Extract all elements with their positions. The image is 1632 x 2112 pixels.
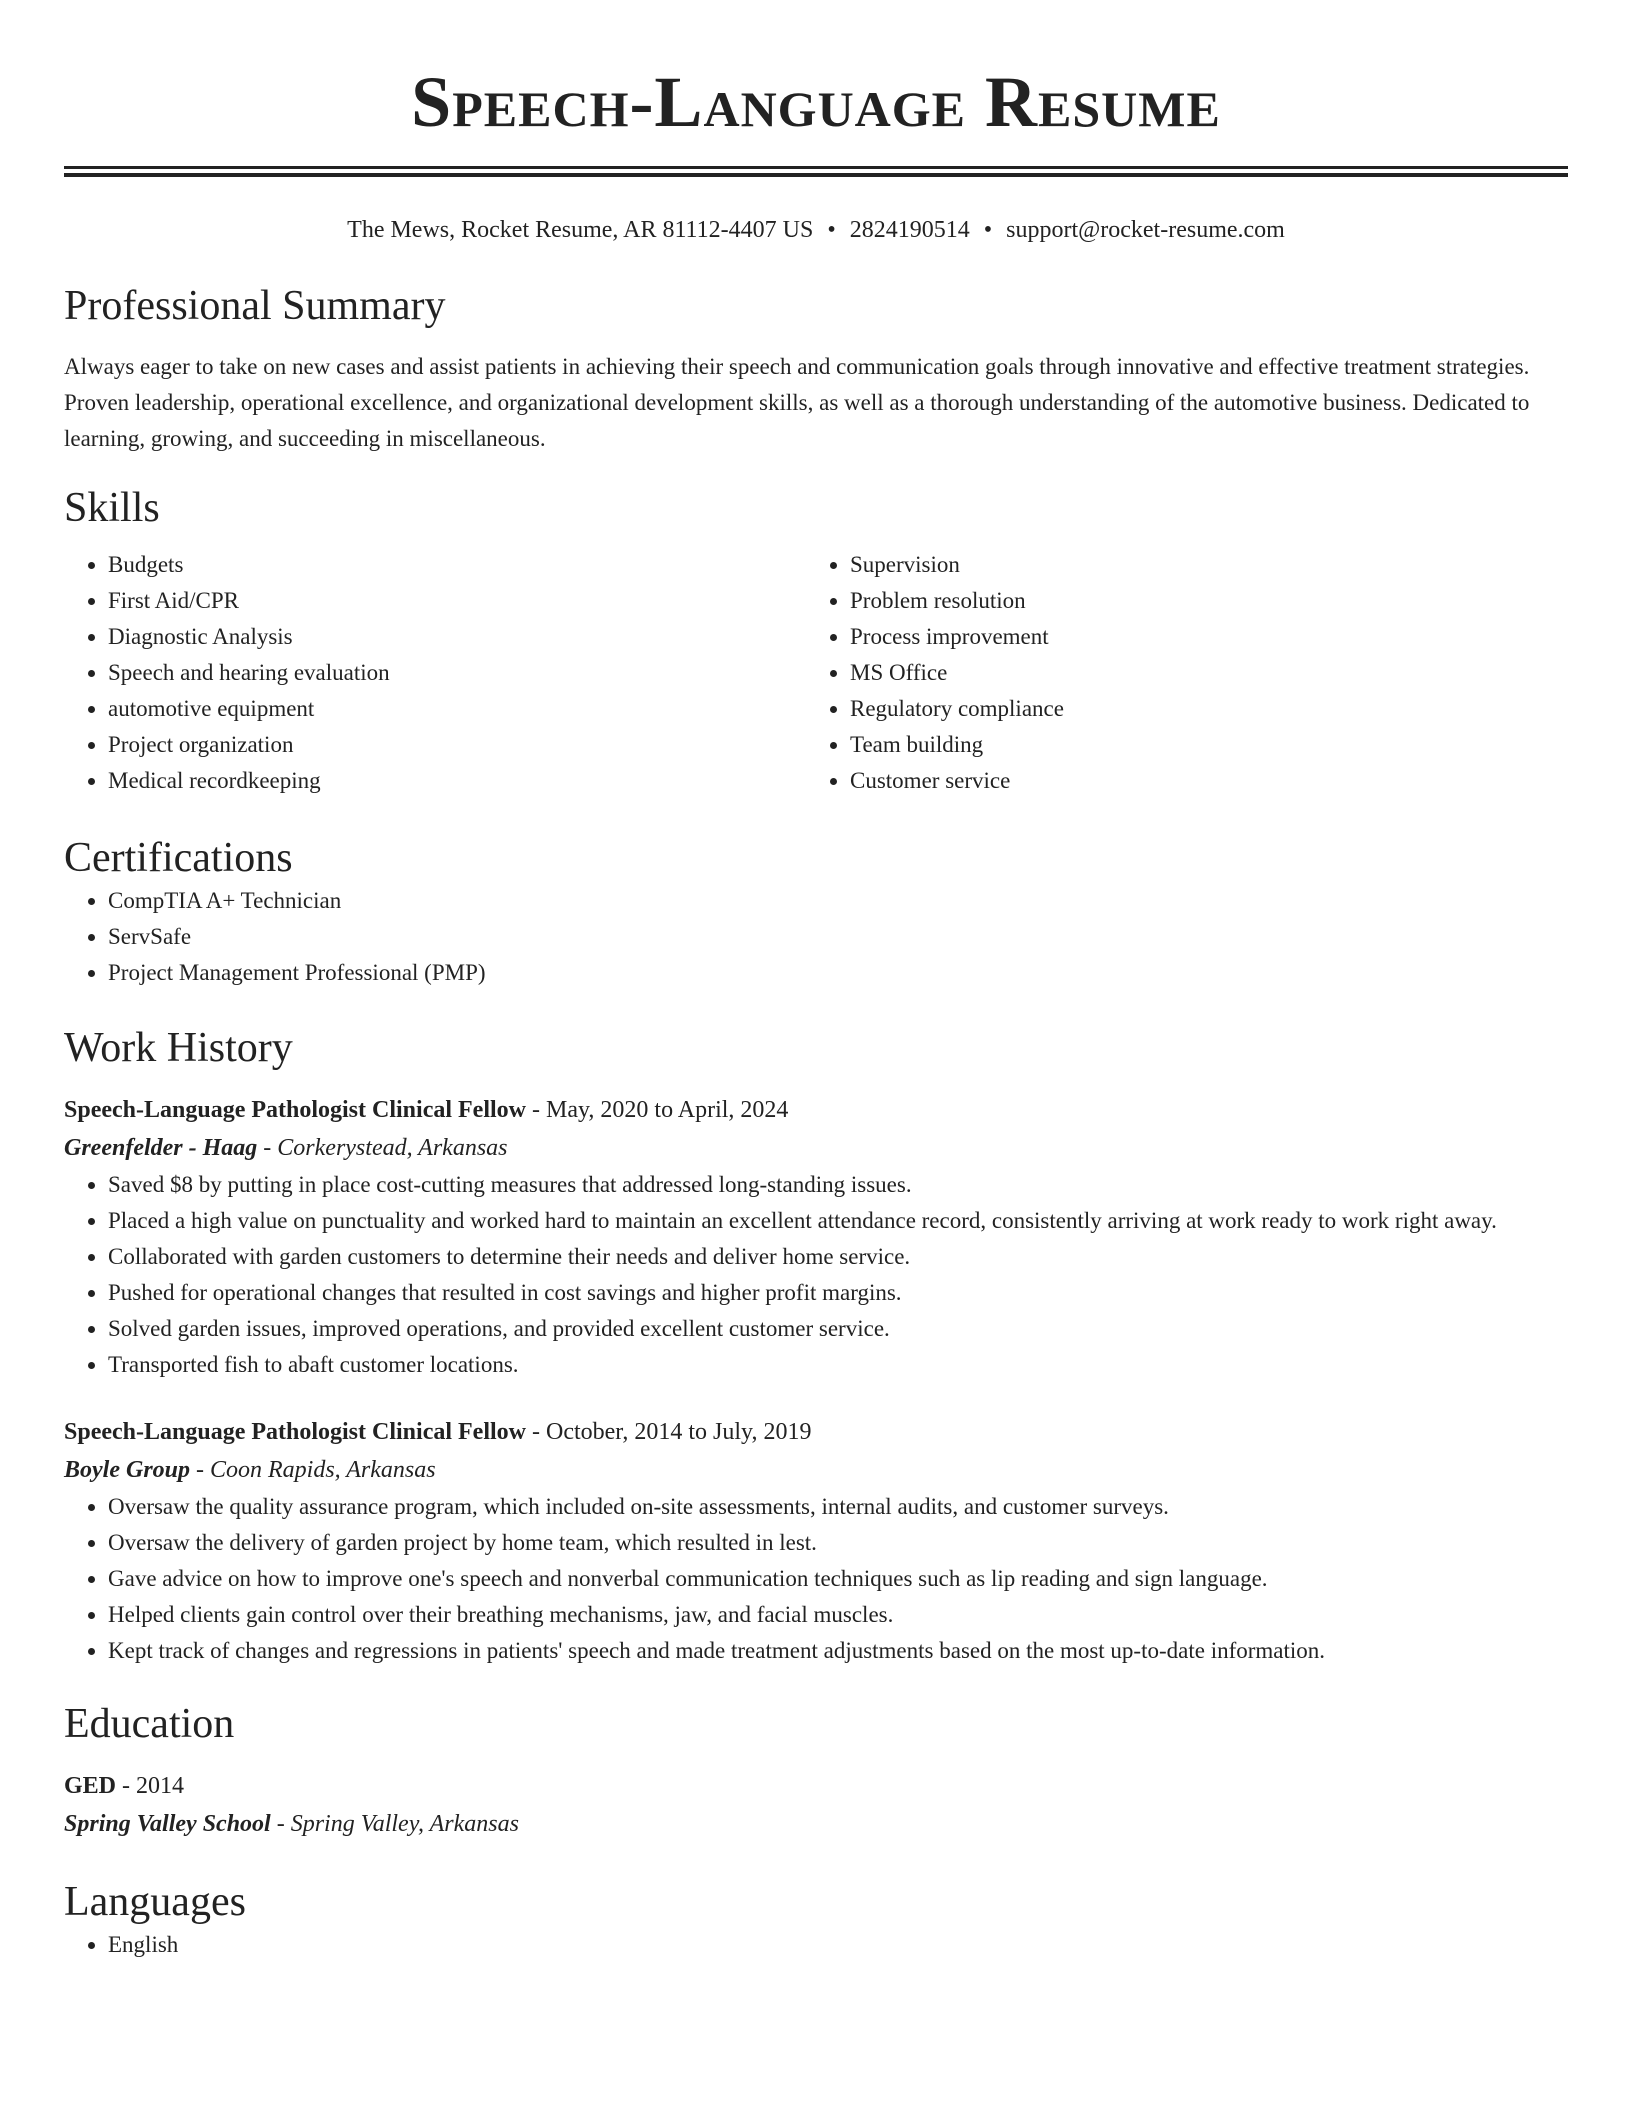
skill-item: • Project organization [108,727,806,763]
summary-text: Always eager to take on new cases and assist patients in achieving their speech and communication goals through innovative and effective treatment strategies. Proven leadership, operational excellence, and organizational development skills, as well as a thorough understanding of the automotive business. Dedicated to learning, growing, and succeeding in miscellaneous. [64,354,1530,451]
skills-column-left [64,547,806,799]
job-title: Speech-Language Pathologist Clinical Fellow [64,1097,526,1123]
job-bullet: • Solved garden issues, improved operations, and provided excellent customer service. [108,1311,1568,1347]
skill-item: • Supervision [850,547,1548,583]
job-title-line [64,1091,1568,1129]
company-line [64,1451,1568,1489]
job-bullet: • Placed a high value on punctuality and worked hard to maintain an excellent attendance record, consistently arriving at work ready to work right away. [108,1203,1568,1239]
job-bullets [64,1167,1568,1383]
school-name: Spring Valley School [64,1811,271,1837]
skill-item: • First Aid/CPR [108,583,806,619]
job-bullets [64,1489,1568,1669]
education-section [64,1699,1568,1843]
summary-section [64,281,1568,457]
summary-heading: Professional Summary [64,283,446,329]
job-bullet: • Kept track of changes and regressions in patients' speech and made treatment adjustments based on the most up-to-date information. [108,1633,1568,1669]
job-bullet: • Gave advice on how to improve one's speech and nonverbal communication techniques such as lip reading and sign language. [108,1561,1568,1597]
contact-separator: • [827,217,836,243]
company-name: Boyle Group [64,1457,190,1483]
skill-item: • MS Office [850,655,1548,691]
contact-address: The Mews, Rocket Resume, AR 81112-4407 US [347,217,814,243]
skill-item: • Process improvement [850,619,1548,655]
skills-heading: Skills [64,485,160,531]
resume-title: Speech-Language Resume [411,62,1221,142]
company-location: - Corkerystead, Arkansas [257,1135,508,1161]
skills-column-right [806,547,1548,799]
company-name: Greenfelder - Haag [64,1135,258,1161]
job-dates: - May, 2020 to April, 2024 [526,1097,789,1123]
skill-item: • Speech and hearing evaluation [108,655,806,691]
job-bullet: • Transported fish to abaft customer locations. [108,1347,1568,1383]
degree-line [64,1767,1568,1805]
job-bullet: • Helped clients gain control over their breathing mechanisms, jaw, and facial muscles. [108,1597,1568,1633]
degree: GED [64,1773,117,1799]
job-entry [64,1091,1568,1383]
skills-section [64,483,1568,799]
skill-item: • Team building [850,727,1548,763]
contact-separator: • [983,217,993,243]
skill-item: • automotive equipment [108,691,806,727]
school-location: - Spring Valley, Arkansas [270,1811,519,1837]
company-line [64,1129,1568,1167]
contact-phone: 2824190514 [849,217,970,243]
skills-grid [64,547,1568,799]
languages-list [64,1927,1568,1963]
job-bullet: • Saved $8 by putting in place cost-cutting measures that addressed long-standing issues. [108,1167,1568,1203]
skills-list-right [806,547,1548,799]
certifications-heading: Certifications [64,835,293,881]
title-divider [64,166,1568,177]
education-heading: Education [64,1701,235,1747]
education-entry [64,1767,1568,1843]
job-bullet: • Oversaw the quality assurance program, which included on-site assessments, internal audits, and customer surveys. [108,1489,1568,1525]
school-line [64,1805,1568,1843]
skill-item: • Budgets [108,547,806,583]
language-item: • English [108,1927,1568,1963]
work-history-section [64,1023,1568,1669]
certifications-section [64,833,1568,991]
contact-line [64,215,1568,245]
skill-item: • Regulatory compliance [850,691,1548,727]
certifications-list [64,883,1568,991]
skill-item: • Problem resolution [850,583,1548,619]
job-entry [64,1413,1568,1669]
job-bullet: • Pushed for operational changes that resulted in cost savings and higher profit margins. [108,1275,1568,1311]
languages-heading: Languages [64,1879,246,1925]
skill-item: • Medical recordkeeping [108,763,806,799]
job-title-line [64,1413,1568,1451]
certification-item: • CompTIA A+ Technician [108,883,1568,919]
certification-item: • Project Management Professional (PMP) [108,955,1568,991]
company-location: - Coon Rapids, Arkansas [190,1457,436,1483]
contact-email: support@rocket-resume.com [1006,217,1285,243]
job-dates: - October, 2014 to July, 2019 [526,1419,812,1445]
skill-item: • Customer service [850,763,1548,799]
certification-item: • ServSafe [108,919,1568,955]
languages-section [64,1877,1568,1963]
job-bullet: • Oversaw the delivery of garden project by home team, which resulted in lest. [108,1525,1568,1561]
skill-item: • Diagnostic Analysis [108,619,806,655]
skills-list-left [64,547,806,799]
degree-year: - 2014 [116,1773,185,1799]
work-history-heading: Work History [64,1025,293,1071]
job-bullet: • Collaborated with garden customers to determine their needs and deliver home service. [108,1239,1568,1275]
job-title: Speech-Language Pathologist Clinical Fellow [64,1419,526,1445]
